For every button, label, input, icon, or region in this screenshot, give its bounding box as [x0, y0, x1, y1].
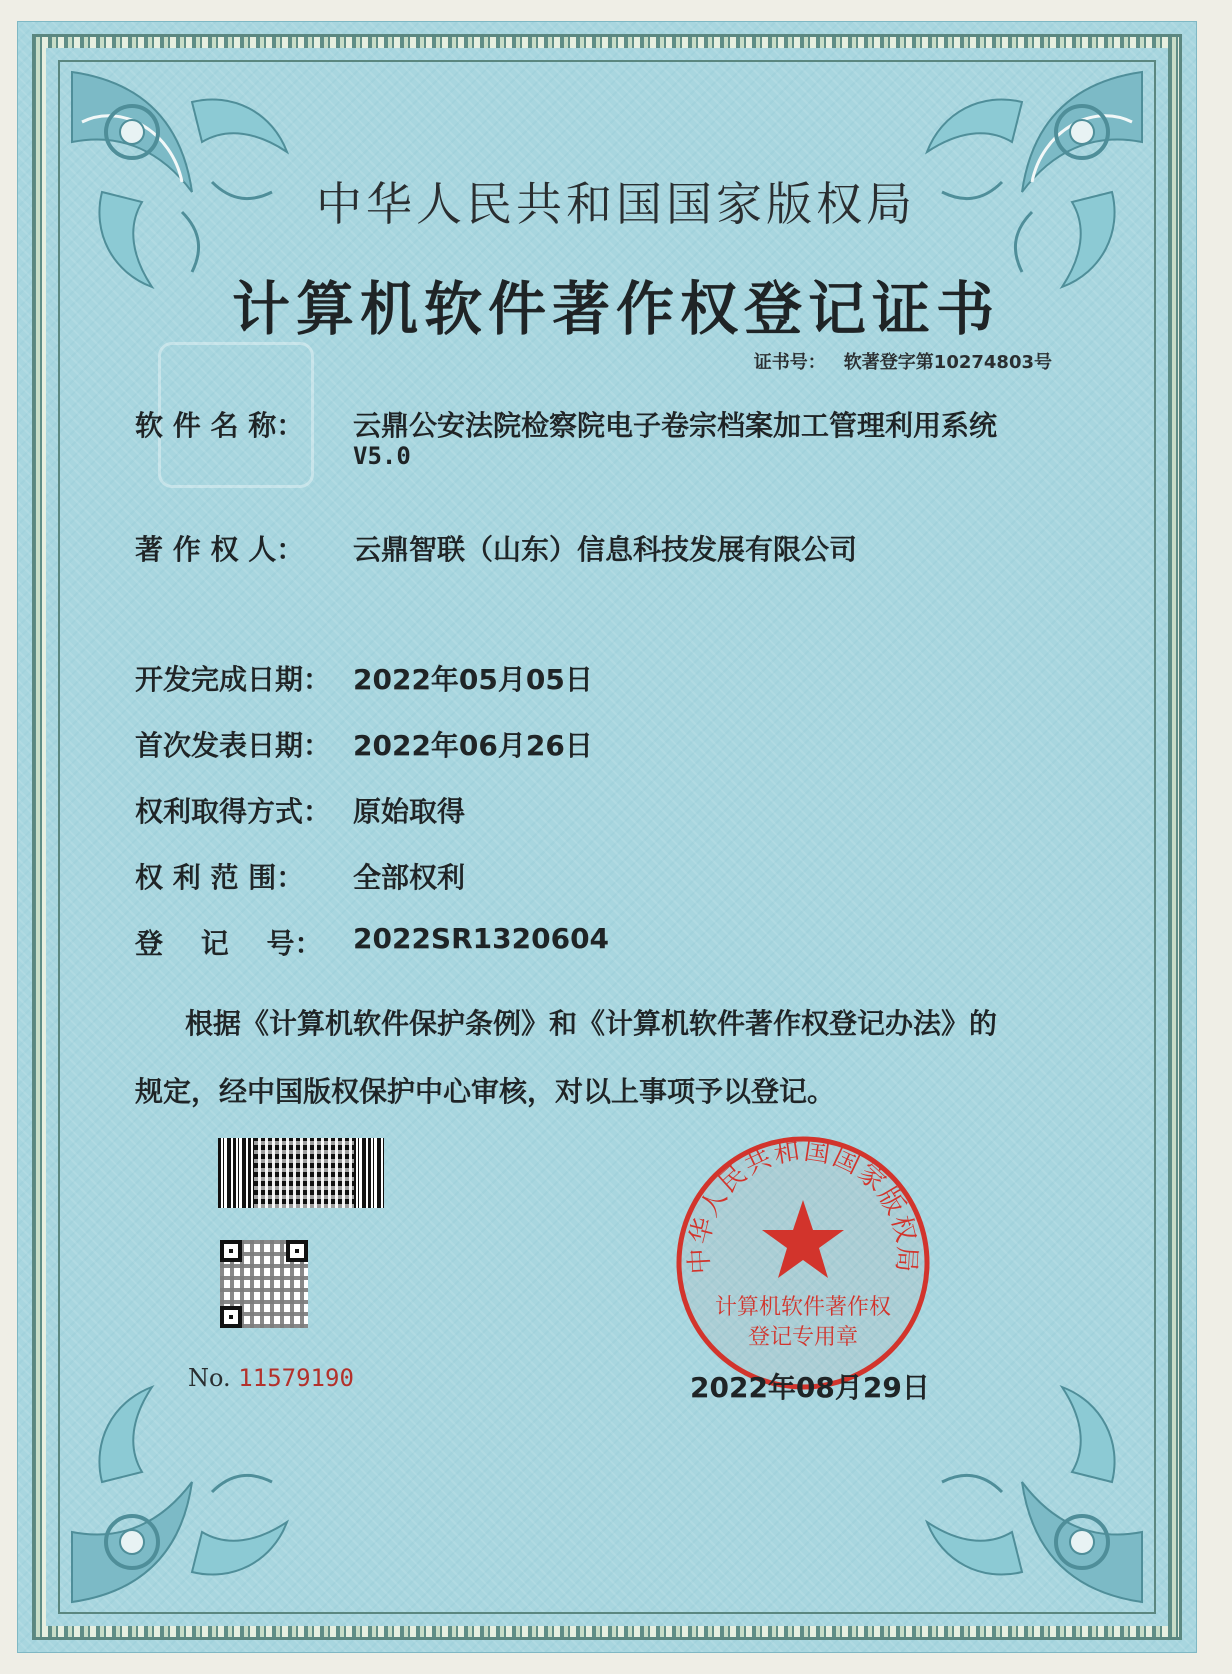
acquisition-value: 原始取得 — [353, 795, 466, 828]
dev-completion-label: 开发完成日期： — [135, 663, 332, 696]
seal-inner-line-1: 计算机软件著作权 — [714, 1295, 892, 1320]
statement-line-1: 根据《计算机软件保护条例》和《计算机软件著作权登记办法》的 — [185, 1007, 998, 1040]
issuing-authority: 中华人民共和国国家版权局 — [316, 177, 916, 231]
scope-label: 权 利 范 围： — [135, 861, 305, 894]
certificate-title: 计算机软件著作权登记证书 — [231, 275, 1000, 343]
serial-number-value: 11579190 — [238, 1364, 354, 1392]
seal-inner-line-2: 登记专用章 — [747, 1325, 859, 1350]
certificate-number-label: 证书号： — [753, 352, 826, 373]
dev-completion-value: 2022年05月05日 — [353, 663, 593, 696]
qr-code — [220, 1240, 308, 1328]
copyright-owner-value: 云鼎智联（山东）信息科技发展有限公司 — [353, 533, 858, 566]
corner-ornament-bottom-right — [912, 1372, 1152, 1612]
certificate-number-value: 软著登字第10274803号 — [843, 352, 1052, 373]
serial-number — [188, 1364, 354, 1392]
serial-prefix: No. — [188, 1364, 231, 1392]
software-name-label: 软 件 名 称： — [135, 409, 305, 442]
acquisition-label: 权利取得方式： — [135, 795, 332, 828]
certificate-number — [754, 348, 1052, 374]
software-name-value: 云鼎公安法院检察院电子卷宗档案加工管理利用系统 — [353, 409, 998, 442]
registration-number-value: 2022SR1320604 — [353, 922, 610, 955]
first-publication-label: 首次发表日期： — [135, 729, 332, 762]
statement-line-2: 规定，经中国版权保护中心审核，对以上事项予以登记。 — [135, 1075, 836, 1108]
barcode — [218, 1138, 384, 1208]
corner-ornament-bottom-left — [62, 1372, 302, 1612]
seal-outer-text: 中华人民共和国国家版权局 — [684, 1135, 922, 1275]
issue-date: 2022年08月29日 — [690, 1371, 930, 1404]
scope-value: 全部权利 — [353, 861, 466, 894]
copyright-owner-label: 著 作 权 人： — [135, 533, 305, 566]
software-version-value: V5.0 — [353, 442, 411, 470]
official-seal — [672, 1132, 934, 1394]
registration-number-label: 登 记 号： — [135, 927, 323, 960]
first-publication-value: 2022年06月26日 — [353, 729, 593, 762]
